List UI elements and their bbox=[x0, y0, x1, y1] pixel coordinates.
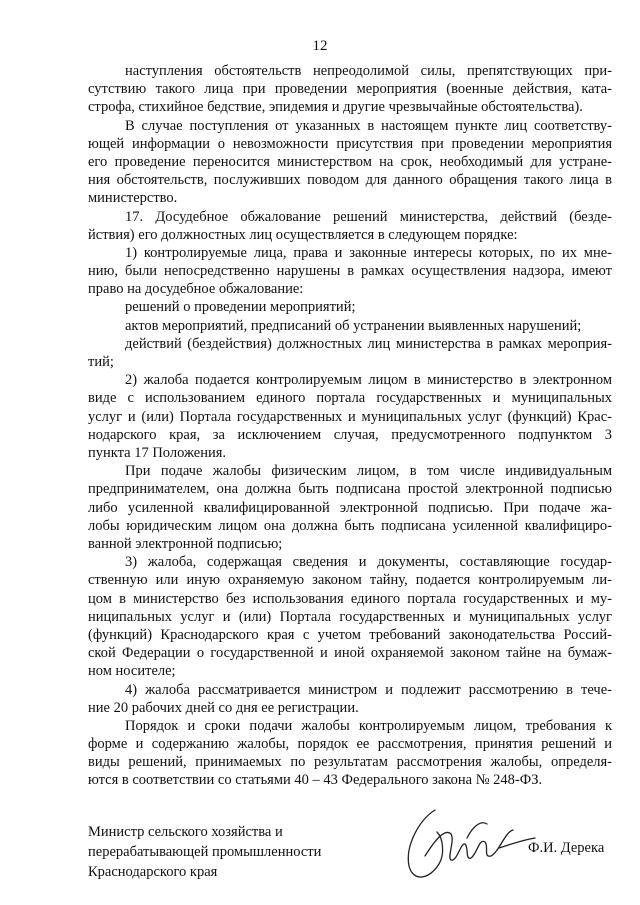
text-line: ющей информации о невозможности присутствия при проведении мероприятия bbox=[88, 136, 612, 152]
text-line: 1) контролируемые лица, права и законные интересы которых, по их мне- bbox=[125, 245, 612, 261]
text-line: лобы юридическим лицом она должна быть подписана усиленной квалифициро- bbox=[88, 518, 612, 534]
text-line: право на досудебное обжалование: bbox=[88, 281, 304, 297]
signatory-name: Ф.И. Дерека bbox=[528, 840, 605, 856]
text-line: тий; bbox=[88, 354, 114, 370]
text-line: действий (бездействия) должностных лиц министерства в рамках мероприя- bbox=[125, 336, 612, 352]
signatory-title-line1: Министр сельского хозяйства и bbox=[88, 824, 283, 840]
text-line: актов мероприятий, предписаний об устранении выявленных нарушений; bbox=[125, 318, 582, 334]
text-line: 4) жалоба рассматривается министром и подлежит рассмотрению в тече- bbox=[125, 682, 612, 698]
text-line: йствия) его должностных лиц осуществляется в следующем порядке: bbox=[88, 227, 518, 243]
text-line: цом в министерство без использования единого портала государственных и му- bbox=[88, 591, 612, 607]
page-number: 12 bbox=[312, 38, 328, 54]
handwritten-signature bbox=[395, 798, 540, 886]
text-line: сутствию такого лица при проведении мероприятия (военные действия, ката- bbox=[88, 81, 612, 97]
text-line: ются в соответствии со статьями 40 – 43 Федерального закона № 248-ФЗ. bbox=[88, 772, 543, 788]
text-line: предпринимателем, она должна быть подписана простой электронной подписью bbox=[88, 481, 612, 497]
text-line: ниципальных услуг и (или) Портала государственных и муниципальных услуг bbox=[88, 609, 612, 625]
text-line: строфа, стихийное бедствие, эпидемия и другие чрезвычайные обстоятельства). bbox=[88, 99, 583, 115]
text-line: его проведение переносится министерством на срок, необходимый для устране- bbox=[88, 154, 612, 170]
text-line: наступления обстоятельств непреодолимой силы, препятствующих при- bbox=[125, 63, 612, 79]
text-line: нодарского края, за исключением случая, предусмотренного подпунктом 3 bbox=[88, 427, 612, 443]
text-line: решений о проведении мероприятий; bbox=[125, 299, 356, 315]
text-line: Порядок и сроки подачи жалобы контролируемым лицом, требования к bbox=[125, 718, 612, 734]
text-line: виды решений, принимаемых по результатам рассмотрения жалобы, определя- bbox=[88, 754, 612, 770]
text-line: виде с использованием единого портала государственных и муниципальных bbox=[88, 390, 612, 406]
text-line: либо усиленной квалифицированной электронной подписью. При подаче жа- bbox=[88, 500, 612, 516]
text-line: (функций) Краснодарского края с учетом требований законодательства Россий- bbox=[88, 627, 612, 643]
text-line: 2) жалоба подается контролируемым лицом в министерство в электронном bbox=[125, 372, 612, 388]
text-line: ской Федерации о государственной и иной охраняемой законом тайне на бумаж- bbox=[88, 645, 612, 661]
text-line: В случае поступления от указанных в настоящем пункте лиц соответству- bbox=[125, 118, 612, 134]
text-line: 17. Досудебное обжалование решений министерства, действий (безде- bbox=[125, 209, 612, 225]
text-line: ние 20 рабочих дней со дня ее регистрации. bbox=[88, 700, 359, 716]
text-line: ном носителе; bbox=[88, 663, 176, 679]
signatory-title-line3: Краснодарского края bbox=[88, 864, 218, 880]
text-line: 3) жалоба, содержащая сведения и документы, составляющие государ- bbox=[125, 554, 612, 570]
text-line: нию, были непосредственно нарушены в рамках осуществления надзора, имеют bbox=[88, 263, 612, 279]
text-line: При подаче жалобы физическим лицом, в том числе индивидуальным bbox=[125, 463, 612, 479]
text-line: форме и содержанию жалобы, порядок ее рассмотрения, принятия решений и bbox=[88, 736, 612, 752]
signatory-title-line2: перерабатывающей промышленности bbox=[88, 844, 322, 860]
text-line: ственную или иную охраняемую законом тайну, подается контролируемым ли- bbox=[88, 572, 612, 588]
text-line: ванной электронной подписью; bbox=[88, 536, 283, 552]
text-line: пункта 17 Положения. bbox=[88, 445, 227, 461]
text-line: министерство. bbox=[88, 190, 178, 206]
text-line: ния обстоятельств, послуживших поводом для данного обращения такого лица в bbox=[88, 172, 612, 188]
text-line: услуг и (или) Портала государственных и муниципальных услуг (функций) Крас- bbox=[88, 409, 612, 425]
